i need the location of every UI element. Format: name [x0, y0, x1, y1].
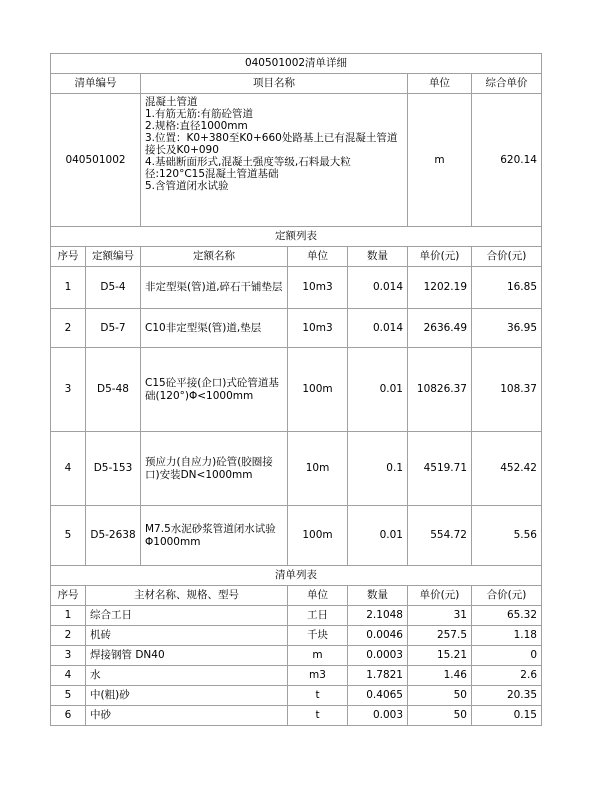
material-name: 水: [86, 666, 288, 686]
material-qty: 1.7821: [348, 666, 408, 686]
material-total: 20.35: [472, 686, 542, 706]
quota-header-unit: 单位: [288, 247, 348, 267]
materials-section-row: [51, 566, 542, 586]
material-qty: 0.0046: [348, 626, 408, 646]
material-no: 5: [51, 686, 86, 706]
material-name: 中(粗)砂: [86, 686, 288, 706]
quota-qty: 0.014: [348, 309, 408, 348]
material-qty: 0.4065: [348, 686, 408, 706]
title-row: [51, 54, 542, 74]
material-total: 2.6: [472, 666, 542, 686]
material-unit: t: [288, 686, 348, 706]
quota-unit: 100m: [288, 506, 348, 566]
material-unit: t: [288, 706, 348, 726]
material-price: 257.5: [408, 626, 472, 646]
material-unit: m: [288, 646, 348, 666]
quota-qty: 0.014: [348, 267, 408, 309]
quota-no: 4: [51, 432, 86, 506]
quota-price: 10826.37: [408, 348, 472, 432]
description-line: 4.基础断面形式,混凝土强度等级,石料最大粒径:120°C15混凝土管道基础: [145, 156, 351, 180]
table-title: 040501002清单详细: [51, 54, 542, 74]
quota-qty: 0.01: [348, 506, 408, 566]
quota-name: M7.5水泥砂浆管道闭水试验Φ1000mm: [141, 506, 288, 566]
materials-header-row: [51, 586, 542, 606]
material-price: 1.46: [408, 666, 472, 686]
description-line: 2.规格:直径1000mm: [145, 120, 248, 132]
quota-unit: 100m: [288, 348, 348, 432]
description-line: 5.含管道闭水试验: [145, 180, 229, 192]
material-total: 0.15: [472, 706, 542, 726]
material-total: 65.32: [472, 606, 542, 626]
materials-header-no: 序号: [51, 586, 86, 606]
material-row: [51, 686, 542, 706]
item-price: 620.14: [472, 94, 542, 227]
price-header: 综合单价: [472, 74, 542, 94]
quota-row: [51, 432, 542, 506]
quota-unit: 10m3: [288, 267, 348, 309]
material-unit: m3: [288, 666, 348, 686]
quota-name: C10非定型渠(管)道,垫层: [141, 309, 288, 348]
material-row: [51, 626, 542, 646]
material-price: 50: [408, 686, 472, 706]
description-line: 3.位置：K0+380至K0+660处路基上已有混凝土管道接长及K0+090: [145, 132, 398, 156]
material-name: 综合工日: [86, 606, 288, 626]
quota-code: D5-2638: [86, 506, 141, 566]
quota-row: [51, 348, 542, 432]
materials-header-qty: 数量: [348, 586, 408, 606]
materials-header-total: 合价(元): [472, 586, 542, 606]
bill-detail-table: [50, 53, 542, 726]
material-no: 4: [51, 666, 86, 686]
quota-total: 452.42: [472, 432, 542, 506]
quota-section-row: [51, 227, 542, 247]
quota-header-no: 序号: [51, 247, 86, 267]
quota-price: 4519.71: [408, 432, 472, 506]
quota-no: 1: [51, 267, 86, 309]
quota-section-title: 定额列表: [51, 227, 542, 247]
quota-unit: 10m: [288, 432, 348, 506]
quota-code: D5-48: [86, 348, 141, 432]
quota-header-total: 合价(元): [472, 247, 542, 267]
material-name: 机砖: [86, 626, 288, 646]
quota-total: 36.95: [472, 309, 542, 348]
quota-price: 554.72: [408, 506, 472, 566]
material-row: [51, 666, 542, 686]
material-row: [51, 646, 542, 666]
material-total: 0: [472, 646, 542, 666]
materials-section-title: 清单列表: [51, 566, 542, 586]
quota-code: D5-4: [86, 267, 141, 309]
quota-row: [51, 309, 542, 348]
material-name: 中砂: [86, 706, 288, 726]
materials-header-price: 单价(元): [408, 586, 472, 606]
quota-code: D5-153: [86, 432, 141, 506]
quota-header-qty: 数量: [348, 247, 408, 267]
material-no: 1: [51, 606, 86, 626]
code-header: 清单编号: [51, 74, 141, 94]
material-unit: 千块: [288, 626, 348, 646]
materials-header-unit: 单位: [288, 586, 348, 606]
quota-qty: 0.01: [348, 348, 408, 432]
description-line: 混凝土管道: [145, 96, 198, 108]
item-unit: m: [408, 94, 472, 227]
material-price: 15.21: [408, 646, 472, 666]
description-line: 1.有筋无筋:有筋砼管道: [145, 108, 254, 120]
material-unit: 工日: [288, 606, 348, 626]
quota-qty: 0.1: [348, 432, 408, 506]
quota-price: 1202.19: [408, 267, 472, 309]
quota-unit: 10m3: [288, 309, 348, 348]
quota-row: [51, 506, 542, 566]
materials-header-name: 主材名称、规格、型号: [86, 586, 288, 606]
material-total: 1.18: [472, 626, 542, 646]
quota-total: 108.37: [472, 348, 542, 432]
material-qty: 0.003: [348, 706, 408, 726]
quota-code: D5-7: [86, 309, 141, 348]
material-name: 焊接钢管 DN40: [86, 646, 288, 666]
name-header: 项目名称: [141, 74, 408, 94]
quota-row: [51, 267, 542, 309]
material-no: 3: [51, 646, 86, 666]
bill-header-row: [51, 74, 542, 94]
item-code: 040501002: [51, 94, 141, 227]
quota-name: 预应力(自应力)砼管(胶圈接口)安装DN<1000mm: [141, 432, 288, 506]
material-no: 2: [51, 626, 86, 646]
unit-header: 单位: [408, 74, 472, 94]
material-price: 31: [408, 606, 472, 626]
quota-header-row: [51, 247, 542, 267]
quota-price: 2636.49: [408, 309, 472, 348]
material-no: 6: [51, 706, 86, 726]
material-qty: 2.1048: [348, 606, 408, 626]
quota-name: C15砼平接(企口)式砼管道基础(120°)Φ<1000mm: [141, 348, 288, 432]
quota-header-price: 单价(元): [408, 247, 472, 267]
quota-total: 16.85: [472, 267, 542, 309]
quota-name: 非定型渠(管)道,碎石干铺垫层: [141, 267, 288, 309]
quota-no: 2: [51, 309, 86, 348]
quota-header-name: 定额名称: [141, 247, 288, 267]
material-price: 50: [408, 706, 472, 726]
quota-total: 5.56: [472, 506, 542, 566]
quota-no: 3: [51, 348, 86, 432]
material-qty: 0.0003: [348, 646, 408, 666]
quota-no: 5: [51, 506, 86, 566]
material-row: [51, 606, 542, 626]
bill-item-row: [51, 94, 542, 227]
material-row: [51, 706, 542, 726]
quota-header-code: 定额编号: [86, 247, 141, 267]
item-description: [141, 94, 408, 227]
